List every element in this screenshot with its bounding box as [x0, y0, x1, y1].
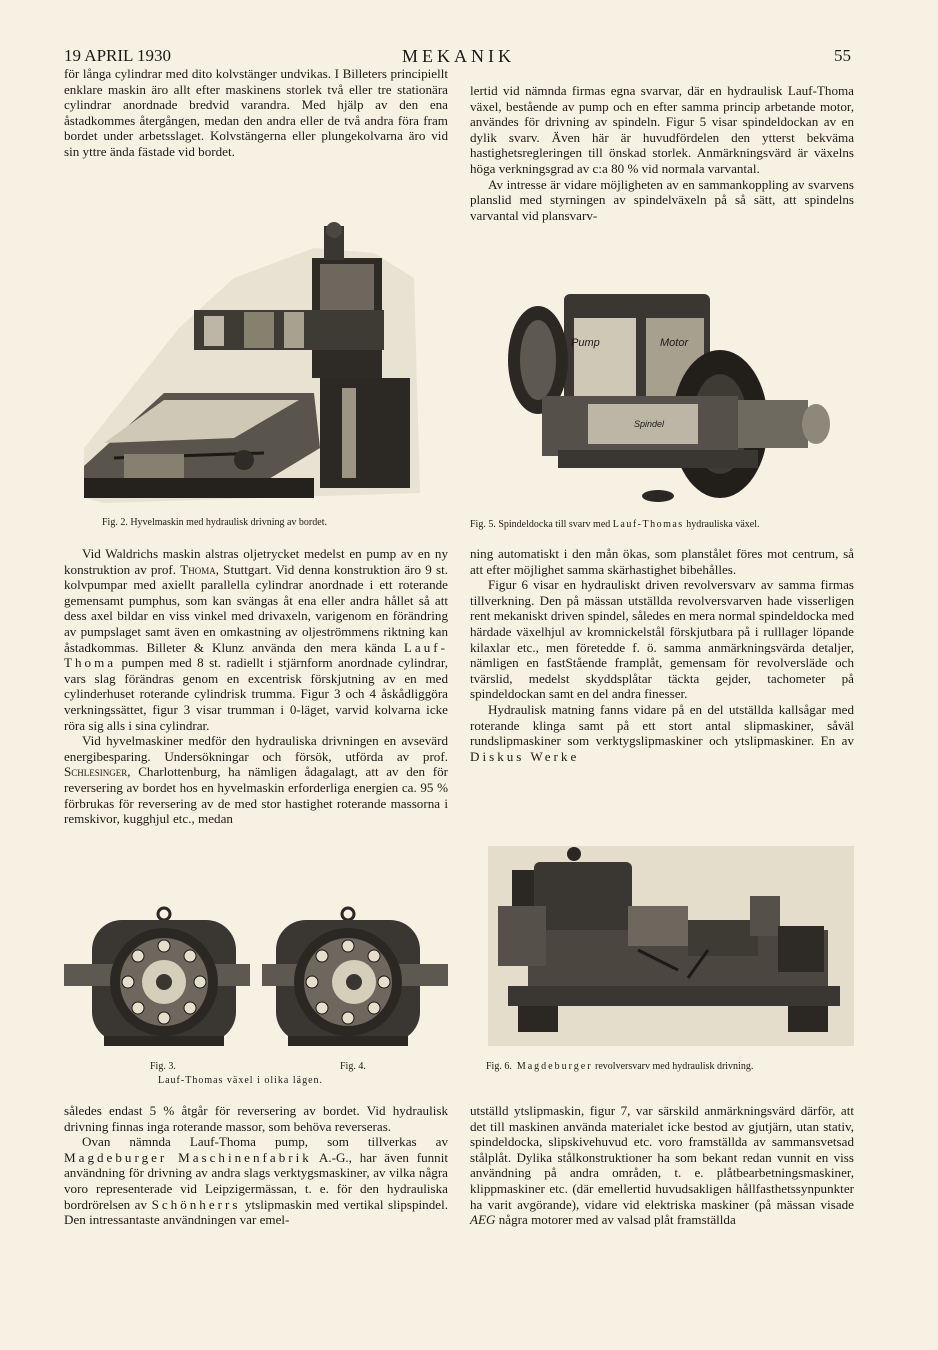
- left-bottom-text: [64, 1103, 448, 1228]
- paragraph: således endast 5 % åtgår för reversering av bordet. Vid hydraulisk drivning finnas inga roterande massor, som behöva reverseras.: [64, 1103, 448, 1134]
- fig3-gear-image: [64, 902, 250, 1052]
- name-schlesinger: Schlesinger: [64, 764, 128, 780]
- paragraph: [470, 702, 854, 764]
- paragraph: för långa cylindrar med dito kolvstänger undvikas. I Billeters principiellt enklare maskin äro allt efter maskinens storlek två eller tre stationära cylindrar anordnade bredvid varandra. Med hjälp av den ena åstadkommes återgången, medan den andra eller de två andra föra fram bordet under arbetsslaget. Kolvstängerna eller plungekolvarna äro vid sin yttre ända fästade vid bordet.: [64, 66, 448, 159]
- fig6-caption-b: Magdeburger: [516, 1061, 593, 1072]
- name-lauf-thoma: Lauf-Thoma: [64, 639, 448, 671]
- left-mid-text: [64, 546, 448, 827]
- paragraph: [64, 1134, 448, 1228]
- fig5-label-pump: Pump: [571, 337, 600, 349]
- text-run: utställd ytslipmaskin, figur 7, var särskild anmärkningsvärd därför, att det till maskinen använda materialet icke bestod av gjutjärn, utan stativ, spindeldocka, slipskivehuvud etc. voro framställda av sammansvetsad stålplåt. Dylika stålkonstruktioner ha som bekant redan vunnit en viss användning på andra områden, t. e. plåtbearbetningsmaskiner, klippmaskiner etc. (där emellertid huvudsakligen hållfasthetssynpunkter ha varit avgörande), vidare vid elektriska maskiner (på mässan visade: [470, 1103, 854, 1212]
- name-aeg: AEG: [470, 1212, 496, 1228]
- name-thoma: Thoma: [180, 561, 216, 577]
- right-mid-text: [470, 546, 854, 764]
- fig6-caption-a: Fig. 6.: [486, 1061, 512, 1072]
- fig5-label-motor: Motor: [660, 337, 689, 349]
- paragraph: [64, 733, 448, 827]
- text-run: ytslipmaskin med vertikal slipspindel. Den intressantaste användningen var emel-: [64, 1196, 448, 1228]
- paragraph: lertid vid nämnda firmas egna svarvar, där en hydraulisk Lauf-Thoma växel, bestående av pump och en efter samma princip arbetande motor, användes för drivning av spindeln. Figur 5 visar spindeldockan av en dylik svarv. Även här är huvudfördelen den ytterst bekväma hastighetsregleringen till önskad storlek. Anmärkningsvärd är växelns höga verkningsgrad av c:a 80 % vid normala varvantal.: [470, 83, 854, 176]
- fig4-gear-image: [262, 902, 448, 1052]
- paragraph: [470, 1103, 854, 1228]
- name-magdeburger: Magdeburger Maschinenfabrik: [64, 1149, 312, 1165]
- fig2-caption: Fig. 2. Hyvelmaskin med hydraulisk drivning av bordet.: [102, 517, 327, 528]
- left-top-text: [64, 66, 448, 160]
- right-bottom-text: [470, 1103, 854, 1228]
- name-schonherrs: Schönherrs: [151, 1196, 241, 1212]
- header-title: MEKANIK: [402, 46, 515, 66]
- fig5-caption: [470, 518, 760, 531]
- fig4-caption: Fig. 4.: [340, 1061, 366, 1072]
- text-run: , Stuttgart. Vid denna konstruktion äro 9 st. kolvpumpar med axiellt parallella cylindrar anordnade i ett roterande gemensamt pumphus, som kan svängas åt ena eller andra hållet så att dess axel bildar en viss vinkel med drivaxeln, varigenom en förändring av pumpslaget samt även en omkastning av oljeströmmens riktning kan åstadkommas. Billeter & Klunz använda den mera kända: [64, 561, 448, 655]
- fig5-caption-b: Lauf-Thomas: [612, 519, 684, 530]
- paragraph: Av intresse är vidare möjligheten av en sammankoppling av svarvens planslid med styrningen av spindelväxeln på så sätt, att spindelns varvantal vid plansvarv-: [470, 176, 854, 223]
- text-run: några motorer med av valsad plåt framställda: [498, 1212, 736, 1228]
- header-date: 19 APRIL 1930: [64, 46, 172, 65]
- text-run: Ovan nämnda Lauf-Thoma pump, som tillverkas av: [82, 1134, 448, 1150]
- text-run: Hydraulisk matning fanns vidare på en del utställda kallsågar med roterande klinga samt på ett stort antal slipmaskiner, såväl rundslipmaskiner som verktygslipmaskiner och ytslipmaskiner. En av: [470, 701, 854, 749]
- text-run: Vid hyvelmaskiner medför den hydrauliska drivningen en avsevärd energibesparing. Undersökningar och försök, utförda av prof.: [64, 733, 448, 764]
- fig6-caption: [486, 1060, 753, 1073]
- text-run: , Charlottenburg, ha nämligen ådagalagt, att av den för reversering av bordet hos en hyvelmaskin erforderliga energien ca. 95 % förbrukas för reversering av de med stor hastighet roterande massorna i remskivor, kugghjul etc., medan: [64, 764, 448, 827]
- fig5-spindle-head-image: [498, 290, 838, 508]
- paragraph: Figur 6 visar en hydrauliskt driven revolversvarv av samma firmas tillverkning. Den på mässan utställda revolversvarven hade visserligen rent mekaniskt driven spindel, således en mera normal spindeldocka med härdade växelhjul av kromnickelstål förskjutbara på i rulllager löpande kilaxlar etc., men företedde f. ö. samma anmärkningsvärda detaljer, nämligen en fastStående framplåt, gemensam för revolversläde och tvärslid, medelst skyddsplåtar täckta gejder, tachometer på spindeldockan samt en del andra finesser.: [470, 577, 854, 702]
- text-run: A.-G., har även funnit användning för drivning av andra slags verktygsmaskiner, av vilka några voro representerade vid Leipzigermässan, t. e. för den hydrauliska bordrörelsen av: [64, 1149, 448, 1212]
- text-run: Vid Waldrichs maskin alstras oljetrycket medelst en pump av en ny konstruktion av prof.: [64, 546, 448, 577]
- text-run: pumpen med 8 st. radiellt i stjärnform anordnade cylindrar, vars slag förändras genom en excentrisk förskjutning av en med cylinderhuset roterande cylindrisk trumma. Figur 3 och 4 åskådliggöra verkningssättet, figur 3 visar trumman i 0-läget, varvid kolvarna icke röra sig alls i sina cylindrar.: [64, 655, 448, 733]
- fig6-caption-c: revolversvarv med hydraulisk drivning.: [595, 1061, 754, 1072]
- paragraph: [64, 546, 448, 733]
- name-diskus-werke: Diskus Werke: [470, 748, 580, 764]
- fig2-planing-machine-image: [84, 218, 424, 508]
- right-top-text: [470, 83, 854, 223]
- fig5-caption-c: hydrauliska växel.: [686, 519, 760, 530]
- fig5-label-spindel: Spindel: [634, 419, 665, 429]
- fig3-caption: Fig. 3.: [150, 1061, 176, 1072]
- fig3-4-caption: Lauf-Thomas växel i olika lägen.: [158, 1075, 324, 1086]
- fig5-caption-a: Fig. 5. Spindeldocka till svarv med: [470, 519, 611, 530]
- paragraph: ning automatiskt i den mån ökas, som planstålet föres mot centrum, så att efter möjlighet samma skärhastighet bibehålles.: [470, 546, 854, 577]
- page-number: 55: [834, 46, 851, 65]
- fig6-turret-lathe-image: [488, 846, 854, 1046]
